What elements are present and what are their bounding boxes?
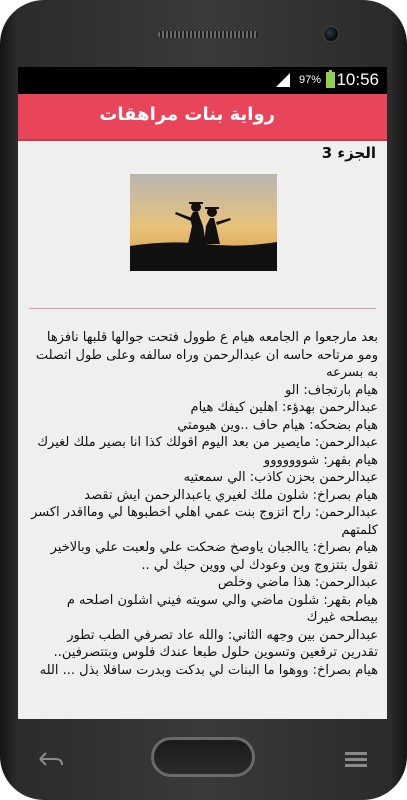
story-line: عبدالرحمن: راح اتزوج بنت عمي اهلي اخطبوها لي ومااقدر اكسر كلمتهم (31, 505, 378, 538)
story-line: بعد مارجعوا م الجامعه هيام ع طوول فتحت جوالها قلبها نافزها ومو مرتاحه حاسه ان عبدالرحمن وراه سالفه وعلى طول اتصلت به بسرعه (35, 330, 378, 380)
story-line: هيام بارتجاف: الو (284, 382, 378, 398)
story-line: هيام بصراخ: شلون ملك لغيري ياعبدالرحمن ايش تقصد (84, 487, 378, 503)
story-line: هيام بقهر: شلون ماضي والي سويته فيني اشلون اصلحه م بيصلحه غيرك (66, 592, 378, 625)
signal-icon (276, 73, 290, 87)
menu-icon[interactable] (341, 749, 371, 769)
story-line: عبدالرحمن بين وجهه الثاني: والله عاد تصرفي الطب تطور تقدرين ترقعين وتسوين حلول طبعا عندك فلوس وبتتصرفين.. (53, 627, 378, 660)
story-line: عبدالرحمن بحزن كاذب: الي سمعتيه (183, 470, 378, 485)
story-line: هيام بصراخ: ووهوا ما البنات لي بدكت وبدرت سافلا بذل ... الله (39, 662, 378, 678)
story-line: عبدالرحمن: مايصير من بعد اليوم اقولك كذا انا بصير ملك لغيرك (37, 435, 378, 450)
back-icon[interactable] (36, 749, 66, 769)
battery-icon (326, 72, 335, 88)
story-text (27, 329, 378, 679)
article-content[interactable] (18, 141, 387, 719)
earpiece-speaker (158, 31, 258, 38)
story-line: هيام بضحكه: هيام حاف ..وين هيومتي (177, 417, 378, 433)
app-bar (18, 94, 387, 141)
story-line: عبدالرحمن بهدؤء: اهلين كيفك هيام (190, 400, 378, 415)
story-line: هيام بصراخ: ياالجبان ياوصخ ضحكت علي ولعبت علي وبالاخير تقول بتتزوج وين وعودك لي ووين حبك لي .. (50, 540, 378, 573)
chapter-heading: الجزء 3 (321, 144, 376, 162)
app-title: رواية بنات مراهقات (99, 104, 275, 125)
status-time: 10:56 (336, 70, 379, 89)
screen (18, 67, 387, 719)
story-line: عبدالرحمن: هذا ماضي وخلص (217, 575, 378, 590)
battery-percentage: 97% (298, 74, 321, 86)
status-bar (18, 67, 387, 94)
home-button[interactable] (151, 737, 255, 777)
divider (29, 308, 376, 309)
front-camera (323, 26, 339, 42)
story-line: هيام بقهر: شووووووو (263, 452, 378, 468)
story-image (130, 174, 277, 271)
